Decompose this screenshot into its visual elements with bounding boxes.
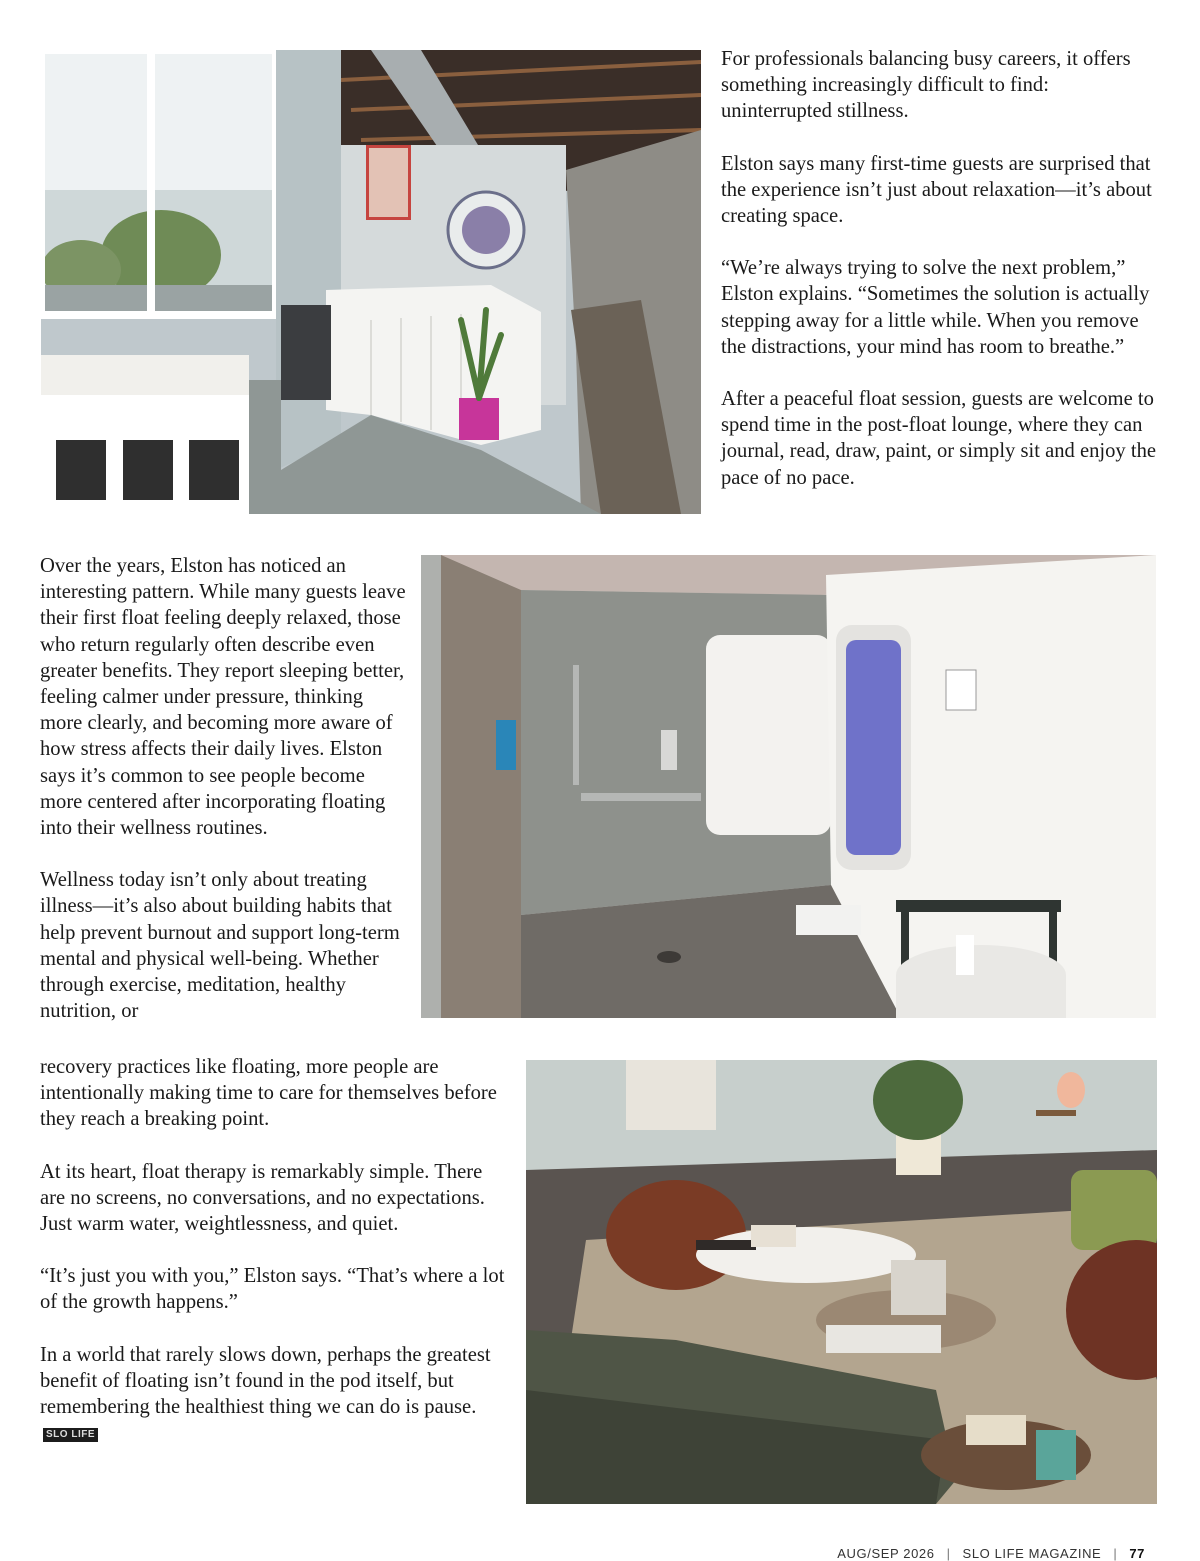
page-number: 77 [1129,1546,1145,1561]
article-paragraph: After a peaceful float session, guests are welcome to spend time in the post-float lounge, where they can journal, read, draw, paint, or simply sit and enjoy the pace of no pace. [721,388,1157,489]
end-mark-logo: SLO LIFE [43,1428,98,1442]
footer-magazine: SLO LIFE MAGAZINE [962,1546,1102,1561]
article-paragraph: Elston says many first-time guests are surprised that the experience isn’t just about relaxation—it’s about creating space. [721,152,1152,228]
lounge-photo [526,1060,1157,1504]
article-column-left-top [40,553,410,1050]
article-paragraph: “We’re always trying to solve the next problem,” Elston explains. “Sometimes the solution is actually stepping away for a little while. When you remove the distractions, your mind has room to breathe.” [721,257,1150,358]
article-paragraph: recovery practices like floating, more people are intentionally making time to care for themselves before they reach a breaking point. [40,1056,497,1131]
page-footer [837,1546,1145,1561]
footer-separator: | [946,1546,951,1561]
article-column-left-bottom [40,1054,510,1472]
article-column-right [721,46,1161,517]
article-paragraph: At its heart, float therapy is remarkably simple. There are no screens, no conversations, and no expectations. Just warm water, weightlessness, and quiet. [40,1160,485,1236]
footer-issue: AUG/SEP 2026 [837,1546,935,1561]
article-paragraph-final [40,1342,510,1447]
footer-separator: | [1113,1546,1118,1561]
reception-photo [41,50,701,514]
float-room-photo [421,555,1156,1018]
article-paragraph: Wellness today isn’t only about treating illness—it’s also about building habits that help prevent burnout and support long-term mental and physical well-being. Whether through exercise, meditation, healthy nutrition, or [40,869,400,1023]
article-paragraph: For professionals balancing busy careers, it offers something increasingly difficult to find: uninterrupted stillness. [721,48,1131,123]
article-paragraph: “It’s just you with you,” Elston says. “That’s where a lot of the growth happens.” [40,1265,505,1314]
article-paragraph-text: In a world that rarely slows down, perhaps the greatest benefit of floating isn’t found in the pod itself, but remembering the healthiest thing we can do is pause. [40,1343,491,1419]
article-paragraph: Over the years, Elston has noticed an interesting pattern. While many guests leave their first float feeling deeply relaxed, those who return regularly often describe even greater benefits. They report sleeping better, feeling calmer under pressure, thinking more clearly, and becoming more aware of how stress affects their daily lives. Elston says it’s common to see people become more centered after incorporating floating into their wellness routines. [40,555,406,840]
